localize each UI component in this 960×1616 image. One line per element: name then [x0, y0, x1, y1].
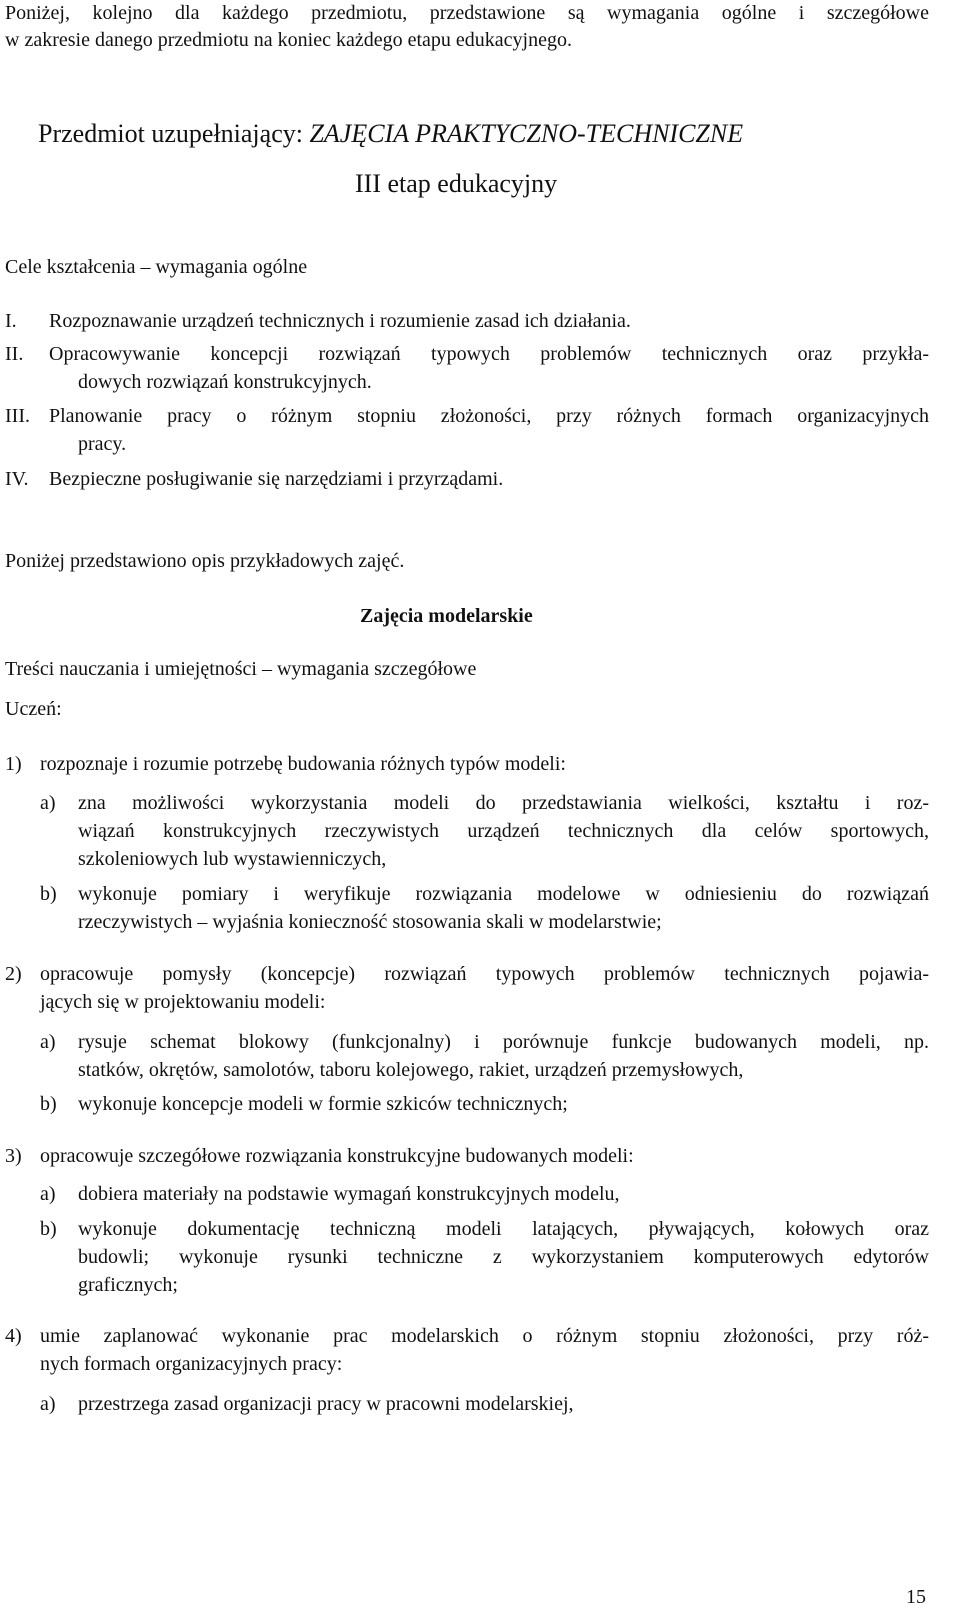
specific-item-text: umie zaplanować wykonanie prac modelarskich o różnym stopniu złożoności, przy róż- — [40, 1325, 929, 1347]
specific-item-text: rozpoznaje i rozumie potrzebę budowania różnych typów modeli: — [40, 753, 566, 775]
subject-heading — [38, 120, 743, 148]
general-item-text: Bezpieczne posługiwanie się narzędziami i przyrządami. — [49, 468, 504, 490]
stage-heading: III etap edukacyjny — [355, 169, 558, 198]
sub-label: b) — [40, 883, 57, 905]
specific-num: 4) — [5, 1325, 22, 1347]
sub-item-text: szkoleniowych lub wystawienniczych, — [78, 848, 387, 870]
specific-item-text: opracowuje szczegółowe rozwiązania konstrukcyjne budowanych modeli: — [40, 1145, 634, 1167]
section-title: Zajęcia modelarskie — [360, 605, 533, 627]
sub-item-text: statków, okrętów, samolotów, taboru kolejowego, rakiet, urządzeń przemysłowych, — [78, 1059, 744, 1081]
sub-item-text: zna możliwości wykorzystania modeli do przedstawiania wielkości, kształtu i roz- — [78, 792, 929, 814]
sub-item-text: rysuje schemat blokowy (funkcjonalny) i porównuje funkcje budowanych modeli, np. — [78, 1031, 929, 1053]
sub-label: a) — [40, 1183, 56, 1205]
general-item-text: Planowanie pracy o różnym stopniu złożoności, przy różnych formach organizacyjnych — [49, 405, 929, 427]
sub-item-text: budowli; wykonuje rysunki techniczne z wykorzystaniem komputerowych edytorów — [78, 1246, 929, 1268]
sub-label: a) — [40, 1393, 56, 1415]
general-item-text: Opracowywanie koncepcji rozwiązań typowych problemów technicznych oraz przykła- — [49, 343, 929, 365]
intro-line-2: w zakresie danego przedmiotu na koniec każdego etapu edukacyjnego. — [5, 29, 572, 51]
general-title: Cele kształcenia – wymagania ogólne — [5, 256, 308, 278]
specific-num: 2) — [5, 963, 22, 985]
sub-label: b) — [40, 1218, 57, 1240]
heading-subject: ZAJĘCIA PRAKTYCZNO-TECHNICZNE — [309, 119, 744, 148]
sub-item-text: rzeczywistych – wyjaśnia konieczność stosowania skali w modelarstwie; — [78, 911, 662, 933]
sub-item-text: wykonuje dokumentację techniczną modeli latających, pływających, kołowych oraz — [78, 1218, 929, 1240]
sub-item-text: wykonuje pomiary i weryfikuje rozwiązania modelowe w odniesieniu do rozwiązań — [78, 883, 929, 905]
sub-label: a) — [40, 792, 56, 814]
specific-title: Treści nauczania i umiejętności – wymagania szczegółowe — [5, 658, 477, 680]
sub-item-text: dobiera materiały na podstawie wymagań konstrukcyjnych modelu, — [78, 1183, 620, 1205]
sub-item-text: wykonuje koncepcje modeli w formie szkiców technicznych; — [78, 1093, 568, 1115]
general-item-text: pracy. — [78, 433, 127, 455]
specific-num: 1) — [5, 753, 22, 775]
specific-item-text: opracowuje pomysły (koncepcje) rozwiązań typowych problemów technicznych pojawia- — [40, 963, 929, 985]
specific-num: 3) — [5, 1145, 22, 1167]
general-item-text: dowych rozwiązań konstrukcyjnych. — [78, 371, 372, 393]
sub-label: a) — [40, 1031, 56, 1053]
general-num: I. — [5, 310, 17, 332]
sub-item-text: przestrzega zasad organizacji pracy w pracowni modelarskiej, — [78, 1393, 574, 1415]
examples-intro: Poniżej przedstawiono opis przykładowych zajęć. — [5, 550, 405, 572]
specific-item-text: jących się w projektowaniu modeli: — [40, 991, 326, 1013]
sub-label: b) — [40, 1093, 57, 1115]
sub-item-text: graficznych; — [78, 1274, 178, 1296]
heading-prefix: Przedmiot uzupełniający: — [38, 119, 310, 148]
specific-item-text: nych formach organizacyjnych pracy: — [40, 1353, 343, 1375]
sub-item-text: wiązań konstrukcyjnych rzeczywistych urządzeń technicznych dla celów sportowych, — [78, 820, 929, 842]
page-number: 15 — [906, 1586, 926, 1608]
general-num: IV. — [5, 468, 29, 490]
general-num: III. — [5, 405, 30, 427]
student-label: Uczeń: — [5, 698, 62, 720]
intro-line-1: Poniżej, kolejno dla każdego przedmiotu, przedstawione są wymagania ogólne i szczegółowe — [5, 2, 929, 24]
general-num: II. — [5, 343, 24, 365]
general-item-text: Rozpoznawanie urządzeń technicznych i rozumienie zasad ich działania. — [49, 310, 631, 332]
